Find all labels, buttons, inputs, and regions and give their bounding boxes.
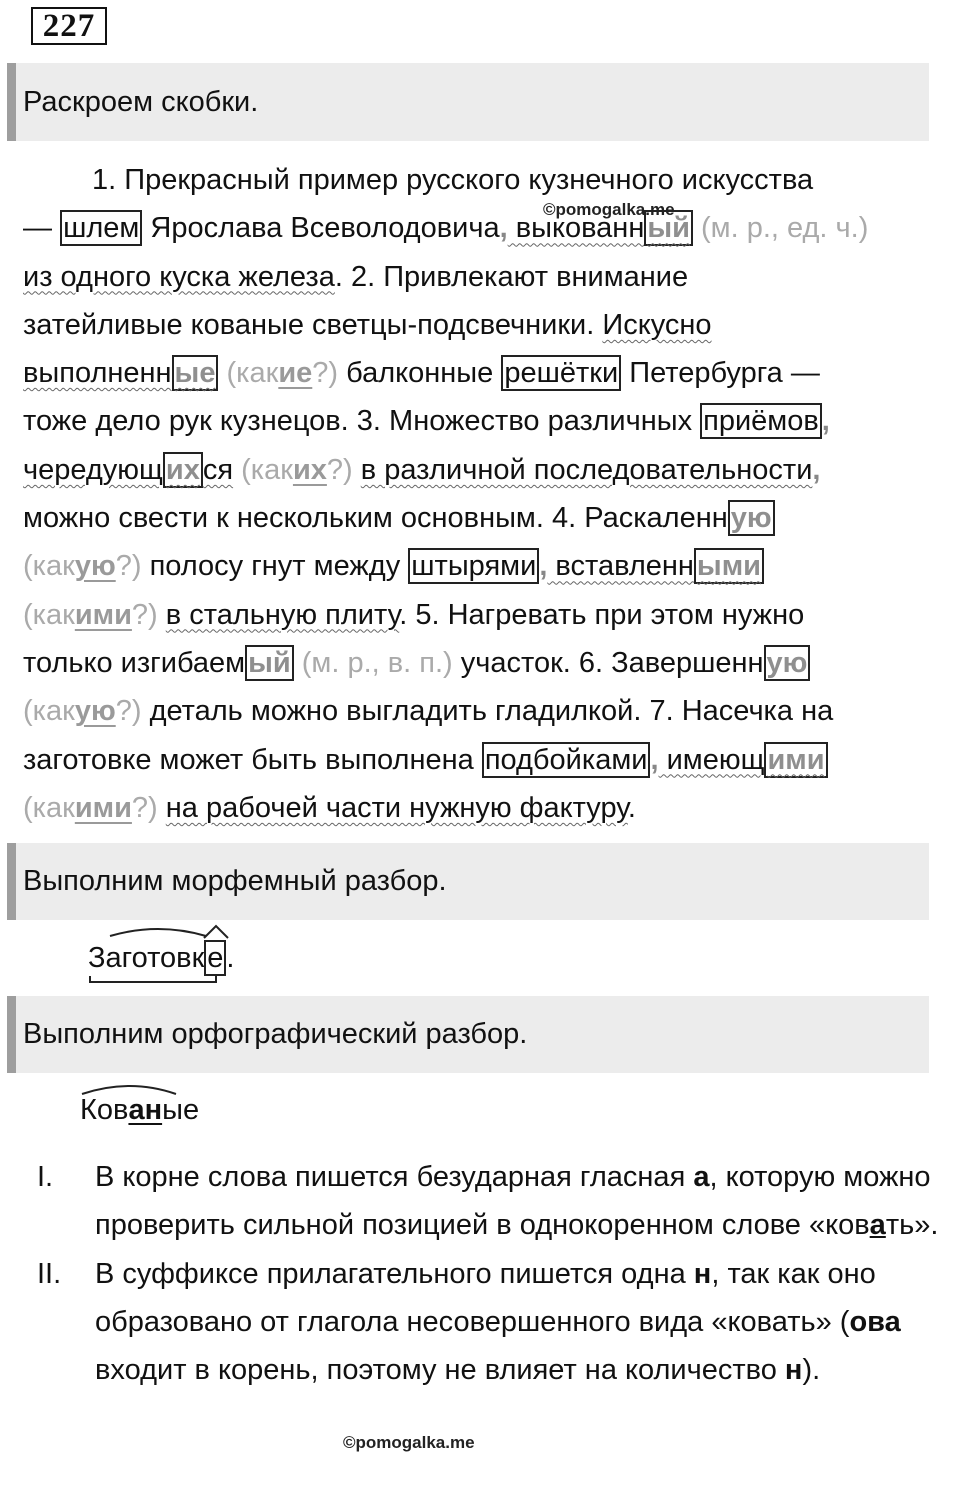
question-note: (какую?) — [23, 695, 142, 728]
question-note: (каких?) — [233, 453, 353, 486]
ending-box: ый — [644, 210, 693, 246]
text-line: 1. Прекрасный пример русского кузнечного искусства — [92, 164, 814, 196]
list-item: II. В суффиксе прилагательного пишется одна н, так как оно образовано от глагола несовершенного вида «ковать» (ова входит в корень, поэтому не влияет на количество н). — [37, 1257, 901, 1387]
orthogram: ан — [128, 1094, 163, 1126]
text-line: затейливые кованые светцы-подсвечники. Искусно — [23, 308, 712, 341]
text-line: тоже дело рук кузнецов. 3. Множество различных приёмов , — [23, 405, 830, 438]
root-arc-icon — [80, 1082, 180, 1102]
list-item: I. В корне слова пишется безударная гласная а, которую можно проверить сильной позицией в однокоренном слове «ковать». — [37, 1161, 939, 1242]
participle: чередующ их ся — [23, 453, 234, 486]
participle-phrase: в различной последовательности — [360, 453, 813, 486]
section-title: Раскроем скобки. — [23, 85, 259, 118]
ending-box: ый — [245, 645, 294, 681]
text-line: только изгибаем ый (м. р., в. п.) участок. 6. Завершенн ую — [23, 639, 960, 687]
participle-phrase: на рабочей части нужную фактуру — [165, 791, 628, 824]
grammar-note: (м. р., в. п.) — [293, 646, 453, 679]
text-line: (какую?) деталь можно выгладить гладилкой. 7. Насечка на — [23, 695, 834, 728]
text-line: (какую?) полосу гнут между штырями , вставленн ыми — [23, 542, 960, 590]
text-line: можно свести к нескольким основным. 4. Раскаленн ую — [23, 494, 960, 542]
question-note: (какие?) — [218, 357, 339, 390]
participle-phrase: из одного куска железа — [23, 260, 335, 293]
analyzed-word: Заготовк е — [88, 938, 226, 978]
participle: выкованн ый — [508, 210, 693, 246]
text-line: из одного куска железа. 2. Привлекают внимание — [23, 260, 689, 293]
morpheme-analysis: Заготовк е . — [88, 938, 234, 978]
text-line: чередующ их ся (каких?) в различной последовательности, — [23, 453, 821, 486]
question-note: (какую?) — [23, 550, 142, 583]
subject-box: штырями — [408, 548, 539, 584]
section-title: Выполним морфемный разбор. — [23, 865, 447, 897]
text-line: (какими?) в стальную плиту. 5. Нагревать при этом нужно — [23, 598, 805, 631]
section-header-brackets — [7, 63, 929, 141]
text-line: (какими?) на рабочей части нужную фактуру. — [23, 791, 636, 824]
participle: выполненн ые — [23, 355, 218, 391]
watermark: ©pomogalka.me — [543, 200, 675, 219]
subject-box: приёмов — [700, 403, 822, 439]
question-note: (какими?) — [23, 598, 158, 631]
task-number: 227 — [31, 7, 107, 45]
subject-box: подбойками — [482, 742, 651, 778]
ending-box: ые — [172, 355, 219, 391]
subject-box: шлем — [60, 210, 142, 246]
text-line: — шлем Ярослава Всеволодовича, выкованн ый (м. р., ед. ч.) — [23, 212, 869, 245]
section-title: Выполним орфографический разбор. — [23, 1018, 528, 1050]
ending-box: их — [163, 452, 203, 488]
subject-box: решётки — [501, 355, 621, 391]
ending-box: ыми — [694, 548, 764, 584]
watermark: ©pomogalka.me — [343, 1433, 475, 1452]
exercise-text — [23, 156, 960, 832]
ending-box: е — [204, 940, 226, 976]
ending-box: ую — [728, 500, 775, 536]
section-header-orthography — [7, 996, 929, 1073]
ending-box: ую — [764, 645, 811, 681]
text-line: выполненн ые (какие?) балконные решётки Петербурга — — [23, 357, 820, 390]
explanation-list — [23, 1153, 943, 1394]
question-note: (какими?) — [23, 791, 158, 824]
participle: имеющ ими — [659, 742, 828, 778]
text-line: заготовке может быть выполнена подбойками , имеющ ими — [23, 736, 960, 784]
morpheme-marks-icon — [88, 924, 248, 984]
section-header-morpheme — [7, 843, 929, 920]
participle-phrase: в стальную плиту — [165, 598, 400, 631]
participle-phrase: Искусно — [602, 308, 712, 341]
ending-box: ими — [764, 742, 827, 778]
participle: вставленн ыми — [547, 548, 764, 584]
orthography-word: Кованые — [80, 1090, 199, 1130]
grammar-note: (м. р., ед. ч.) — [692, 212, 869, 245]
